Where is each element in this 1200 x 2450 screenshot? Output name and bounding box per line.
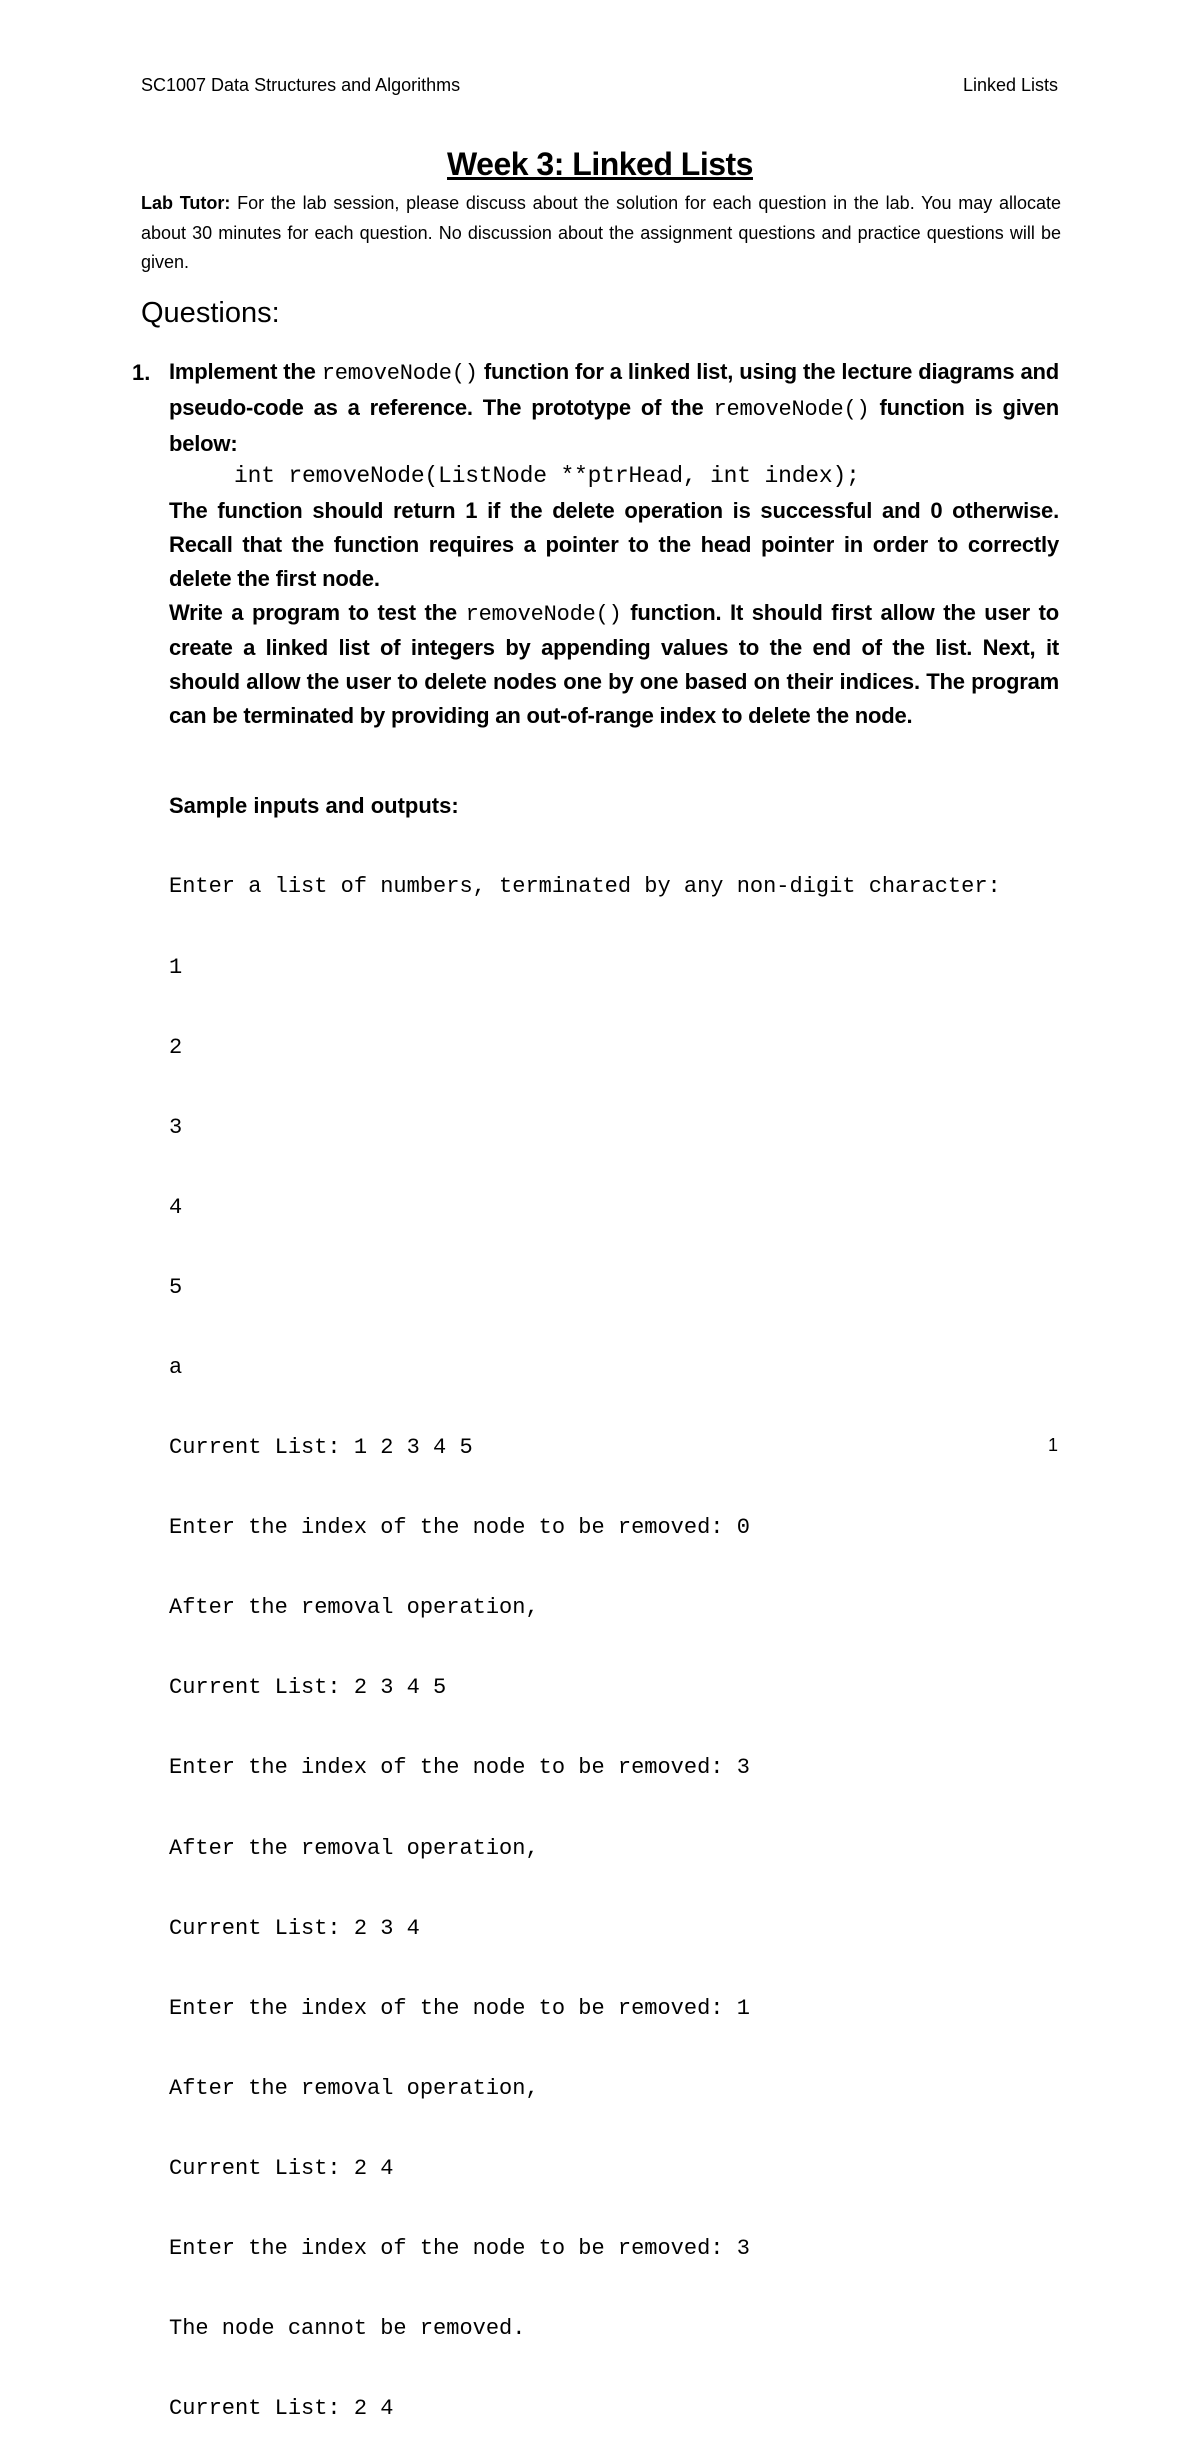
- console-line: After the removal operation,: [169, 1835, 539, 1861]
- console-line: 3: [169, 1114, 183, 1140]
- questions-heading: Questions:: [141, 297, 280, 329]
- lab-tutor-label: Lab Tutor:: [141, 193, 231, 213]
- console-line: After the removal operation,: [169, 2075, 539, 2101]
- question-1-return-note: The function should return 1 if the delete operation is successful and 0 otherwise. Recall that the function requires a pointer to the head pointer in order to correctly delete the first node.: [169, 498, 1059, 591]
- console-line: After the removal operation,: [169, 1595, 539, 1621]
- console-line: Current List: 2 3 4: [169, 1915, 420, 1941]
- sample-io-heading: Sample inputs and outputs:: [169, 793, 459, 818]
- q1-task-text-b: function. It should first allow the user to create a linked list of integers by appending values to the end of the list. Next, it should allow the user to delete nodes one by one based on their indices. The program can be terminated by providing an out-of-range index to delete the node.: [169, 599, 1059, 728]
- q1-text-b: function for a linked list, using the lecture diagrams and pseudo-code as a reference. The prototype of the: [169, 359, 1059, 420]
- question-1-program-task: [169, 596, 1059, 733]
- lab-tutor-text: For the lab session, please discuss about the solution for each question in the lab. You may allocate about 30 minutes for each question. No discussion about the assignment questions and practice questions will be given.: [141, 193, 1061, 272]
- question-1-intro: [169, 355, 1059, 460]
- console-line: 5: [169, 1274, 183, 1300]
- q1-text-c: function is given below:: [169, 394, 1059, 456]
- function-prototype: int removeNode(ListNode **ptrHead, int index);: [234, 463, 860, 490]
- header-topic: Linked Lists: [962, 75, 1058, 95]
- console-line: Enter the index of the node to be removed: 3: [169, 1755, 750, 1781]
- q1-task-text-a: Write a program to test the: [169, 599, 466, 625]
- sample-console-output: [169, 821, 1001, 2450]
- console-line: The node cannot be removed.: [169, 2316, 526, 2342]
- inline-code-removenode: removeNode(): [465, 601, 622, 627]
- console-line: Current List: 2 3 4 5: [169, 1675, 447, 1701]
- console-line: Current List: 1 2 3 4 5: [169, 1435, 473, 1461]
- console-line: 4: [169, 1194, 183, 1220]
- console-line: Enter a list of numbers, terminated by any non-digit character:: [169, 874, 1001, 900]
- lab-tutor-note: [141, 189, 1061, 278]
- header-course: SC1007 Data Structures and Algorithms: [141, 75, 461, 95]
- console-line: Enter the index of the node to be removed: 0: [169, 1515, 750, 1541]
- page-number: 1: [1047, 1435, 1058, 1455]
- console-line: a: [169, 1354, 183, 1380]
- question-number: 1.: [132, 360, 151, 385]
- console-line: Enter the index of the node to be removed: 3: [169, 2236, 750, 2261]
- console-line: 1: [169, 954, 183, 980]
- console-line: Current List: 2 4: [169, 2396, 394, 2422]
- inline-code-removenode: removeNode(): [321, 361, 478, 386]
- console-line: Enter the index of the node to be removed: 1: [169, 1995, 750, 2021]
- console-line: Current List: 2 4: [169, 2155, 394, 2181]
- question-1-body: [169, 355, 1059, 733]
- page-title: Week 3: Linked Lists: [447, 146, 753, 182]
- inline-code-removenode: removeNode(): [713, 396, 870, 422]
- console-line: 2: [169, 1034, 183, 1060]
- q1-text-a: Implement the: [169, 359, 322, 384]
